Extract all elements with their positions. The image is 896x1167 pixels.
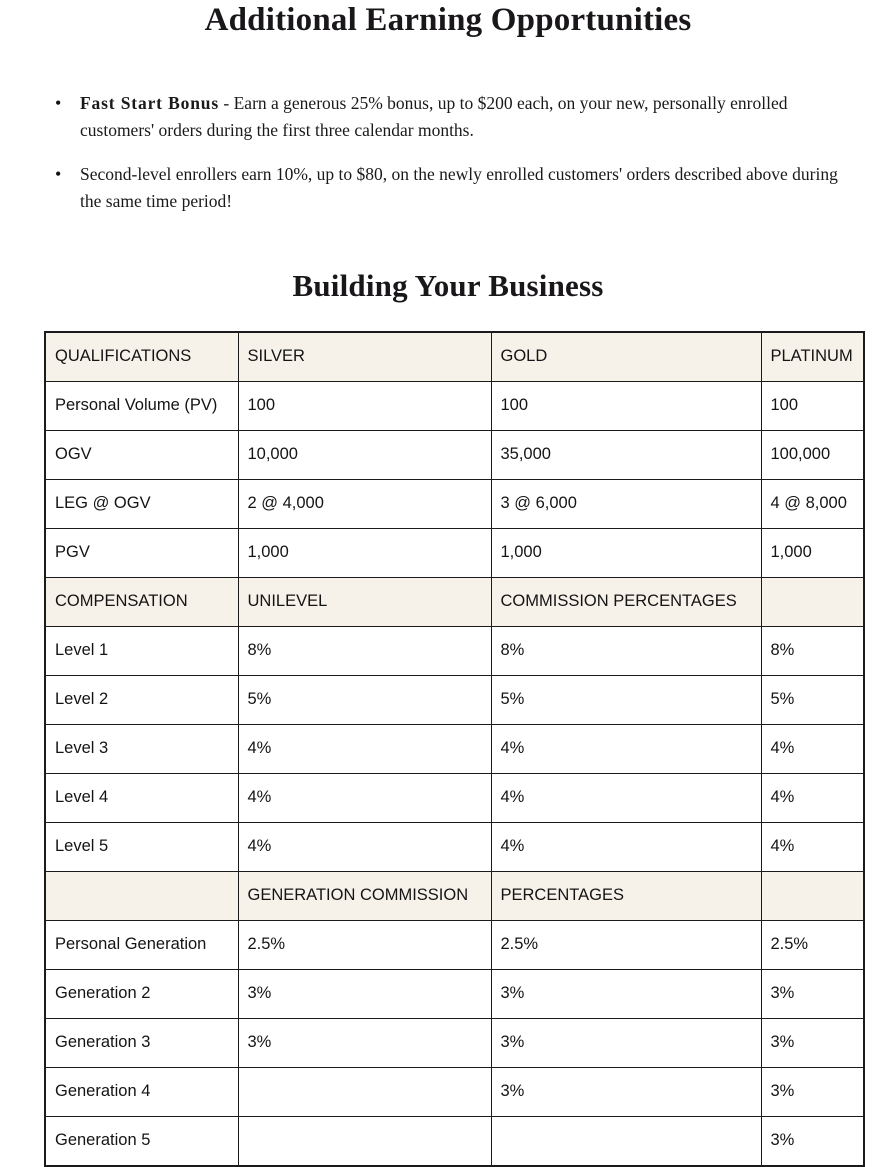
table-section-cell: PLATINUM	[761, 332, 864, 382]
table-cell: LEG @ OGV	[45, 479, 238, 528]
table-cell: Generation 3	[45, 1018, 238, 1067]
table-cell: 4 @ 8,000	[761, 479, 864, 528]
table-cell: 4%	[238, 822, 491, 871]
spacer	[0, 233, 896, 263]
table-section-cell	[761, 871, 864, 920]
spacer	[0, 38, 896, 90]
table-cell: 2 @ 4,000	[238, 479, 491, 528]
table-cell: 3 @ 6,000	[491, 479, 761, 528]
table-cell: 3%	[761, 1067, 864, 1116]
table-cell: 100,000	[761, 430, 864, 479]
table-cell: 4%	[491, 724, 761, 773]
table-cell: PGV	[45, 528, 238, 577]
bullet-point-icon: •	[55, 164, 62, 185]
table-section-cell: UNILEVEL	[238, 577, 491, 626]
table-row	[45, 381, 864, 430]
table-cell: 2.5%	[761, 920, 864, 969]
table-cell: 5%	[491, 675, 761, 724]
table-cell: 1,000	[491, 528, 761, 577]
table-row	[45, 430, 864, 479]
table-cell: 3%	[761, 969, 864, 1018]
table-cell	[491, 1116, 761, 1166]
table-cell: Generation 2	[45, 969, 238, 1018]
table-cell	[238, 1067, 491, 1116]
table-section-cell: QUALIFICATIONS	[45, 332, 238, 382]
table-row	[45, 724, 864, 773]
table-cell: 4%	[238, 773, 491, 822]
earning-opportunities-list	[0, 90, 896, 214]
list-item-text: Second-level enrollers earn 10%, up to $80, on the newly enrolled customers' orders described above during the same time period!	[80, 164, 838, 212]
table-section-row	[45, 332, 864, 382]
table-row	[45, 528, 864, 577]
table-cell: 4%	[491, 773, 761, 822]
table-cell: Generation 4	[45, 1067, 238, 1116]
table-row	[45, 773, 864, 822]
table-cell: Level 3	[45, 724, 238, 773]
section-title-building-your-business: Building Your Business	[292, 267, 604, 303]
table-cell: 4%	[761, 724, 864, 773]
table-row	[45, 626, 864, 675]
table-cell: 2.5%	[491, 920, 761, 969]
table-cell: 4%	[238, 724, 491, 773]
table-row	[45, 969, 864, 1018]
table-row	[45, 675, 864, 724]
table-cell: Level 5	[45, 822, 238, 871]
compensation-plan-table	[44, 331, 865, 1167]
table-body	[45, 332, 864, 1166]
table-cell: 5%	[761, 675, 864, 724]
table-row	[45, 1067, 864, 1116]
table-cell	[238, 1116, 491, 1166]
table-cell: 100	[491, 381, 761, 430]
table-section-cell	[45, 871, 238, 920]
spacer	[0, 303, 896, 331]
table-container	[0, 331, 896, 1167]
table-cell: 4%	[491, 822, 761, 871]
table-section-row	[45, 577, 864, 626]
table-cell: 35,000	[491, 430, 761, 479]
table-row	[45, 1116, 864, 1166]
bullet-point-icon: •	[55, 93, 62, 114]
table-section-cell: COMPENSATION	[45, 577, 238, 626]
table-row	[45, 822, 864, 871]
table-cell: 3%	[238, 1018, 491, 1067]
table-cell: Generation 5	[45, 1116, 238, 1166]
table-cell: 4%	[761, 773, 864, 822]
table-cell: 5%	[238, 675, 491, 724]
table-cell: OGV	[45, 430, 238, 479]
table-cell: Level 1	[45, 626, 238, 675]
table-section-cell: COMMISSION PERCENTAGES	[491, 577, 761, 626]
table-section-cell: GOLD	[491, 332, 761, 382]
table-cell: Personal Volume (PV)	[45, 381, 238, 430]
table-row	[45, 479, 864, 528]
table-section-cell: PERCENTAGES	[491, 871, 761, 920]
table-cell: 3%	[761, 1116, 864, 1166]
table-section-cell: GENERATION COMMISSION	[238, 871, 491, 920]
table-cell: 2.5%	[238, 920, 491, 969]
table-cell: Personal Generation	[45, 920, 238, 969]
list-item-lead-label: Fast Start Bonus	[80, 93, 220, 114]
table-cell: 1,000	[761, 528, 864, 577]
table-cell: 8%	[238, 626, 491, 675]
table-section-row	[45, 871, 864, 920]
list-item	[55, 161, 856, 214]
table-section-cell: SILVER	[238, 332, 491, 382]
table-cell: 10,000	[238, 430, 491, 479]
page-title-additional-earning-opportunities: Additional Earning Opportunities	[204, 2, 692, 38]
list-item-text: - Earn a generous 25% bonus, up to $200 each, on your new, personally enrolled customers' orders during the first three calendar months.	[80, 93, 788, 140]
table-cell: 3%	[761, 1018, 864, 1067]
table-cell: 8%	[761, 626, 864, 675]
table-cell: Level 4	[45, 773, 238, 822]
table-cell: 3%	[491, 1067, 761, 1116]
table-cell: 3%	[491, 1018, 761, 1067]
table-cell: 4%	[761, 822, 864, 871]
table-cell: 3%	[491, 969, 761, 1018]
table-cell: Level 2	[45, 675, 238, 724]
table-cell: 8%	[491, 626, 761, 675]
table-row	[45, 920, 864, 969]
table-row	[45, 1018, 864, 1067]
table-cell: 100	[761, 381, 864, 430]
table-cell: 1,000	[238, 528, 491, 577]
list-item	[55, 90, 856, 143]
table-cell: 100	[238, 381, 491, 430]
table-section-cell	[761, 577, 864, 626]
table-cell: 3%	[238, 969, 491, 1018]
